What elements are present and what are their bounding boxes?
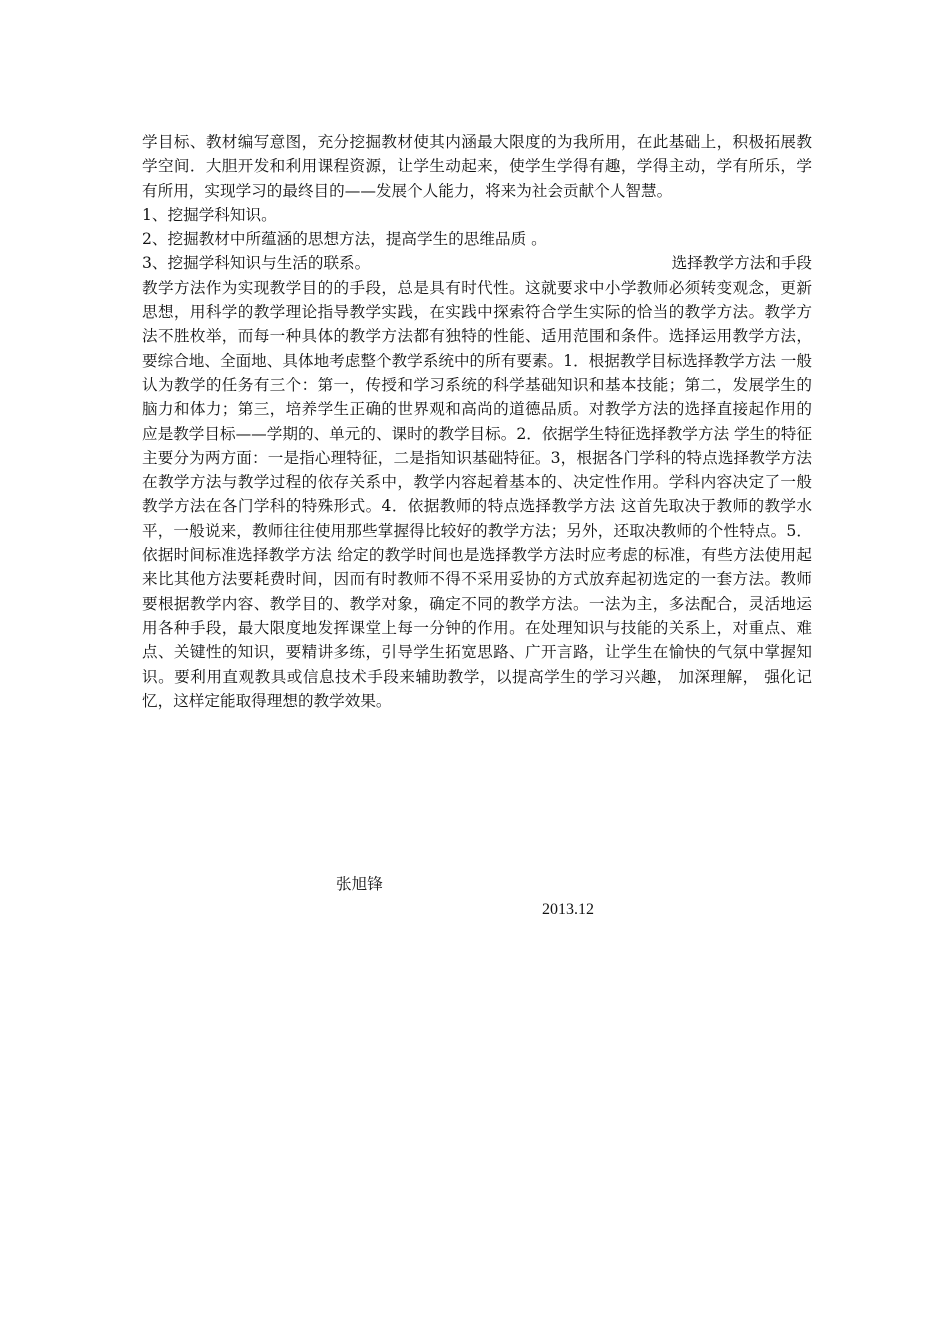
document-date: 2013.12 — [542, 901, 594, 918]
document-body — [142, 130, 812, 713]
section-heading: 选择教学方法和手段 — [671, 254, 812, 273]
list-item: 2、挖掘教材中所蕴涵的思想方法，提高学生的思维品质 。 — [142, 230, 547, 249]
list-item-with-heading — [142, 251, 812, 275]
author-signature: 张旭锋 — [336, 875, 383, 893]
list-item: 1、挖掘学科知识。 — [142, 205, 277, 224]
list-item: 3、挖掘学科知识与生活的联系。 — [142, 254, 371, 273]
intro-paragraph: 学目标、教材编写意图，充分挖掘教材使其内涵最大限度的为我所用，在此基础上，积极拓展教学空间．大胆开发和利用课程资源，让学生动起来，使学生学得有趣，学得主动，学有所乐，学有所用，实现学习的最终目的——发展个人能力，将来为社会贡献个人智慧。 — [142, 133, 812, 200]
main-paragraph: 教学方法作为实现教学目的的手段，总是具有时代性。这就要求中小学教师必须转变观念，更新思想，用科学的教学理论指导教学实践，在实践中探索符合学生实际的恰当的教学方法。教学方法不胜枚举，而每一种具体的教学方法都有独特的性能、适用范围和条件。选择运用教学方法，要综合地、全面地、具体地考虑整个教学系统中的所有要素。1．根据教学目标选择教学方法 一般认为教学的任务有三个：第一，传授和学习系统的科学基础知识和基本技能；第二，发展学生的脑力和体力；第三，培养学生正确的世界观和高尚的道德品质。对教学方法的选择直接起作用的应是教学目标——学期的、单元的、课时的教学目标。2．依据学生特征选择教学方法 学生的特征主要分为两方面：一是指心理特征，二是指知识基础特征。3，根据各门学科的特点选择教学方法 在教学方法与教学过程的依存关系中，教学内容起着基本的、决定性作用。学科内容决定了一般教学方法在各门学科的特殊形式。4．依据教师的特点选择教学方法 这首先取决于教师的教学水平，一般说来，教师往往使用那些掌握得比较好的教学方法；另外，还取决教师的个性特点。5．依据时间标准选择教学方法 给定的教学时间也是选择教学方法时应考虑的标准，有些方法使用起来比其他方法要耗费时间，因而有时教师不得不采用妥协的方式放弃起初选定的一套方法。教师要根据教学内容、教学目的、教学对象，确定不同的教学方法。一法为主，多法配合，灵活地运用各种手段，最大限度地发挥课堂上每一分钟的作用。在处理知识与技能的关系上，对重点、难点、关键性的知识，要精讲多练，引导学生拓宽思路、广开言路，让学生在愉快的气氛中掌握知识。要利用直观教具或信息技术手段来辅助教学，以提高学生的学习兴趣， 加深理解， 强化记忆，这样定能取得理想的教学效果。 — [142, 278, 812, 710]
